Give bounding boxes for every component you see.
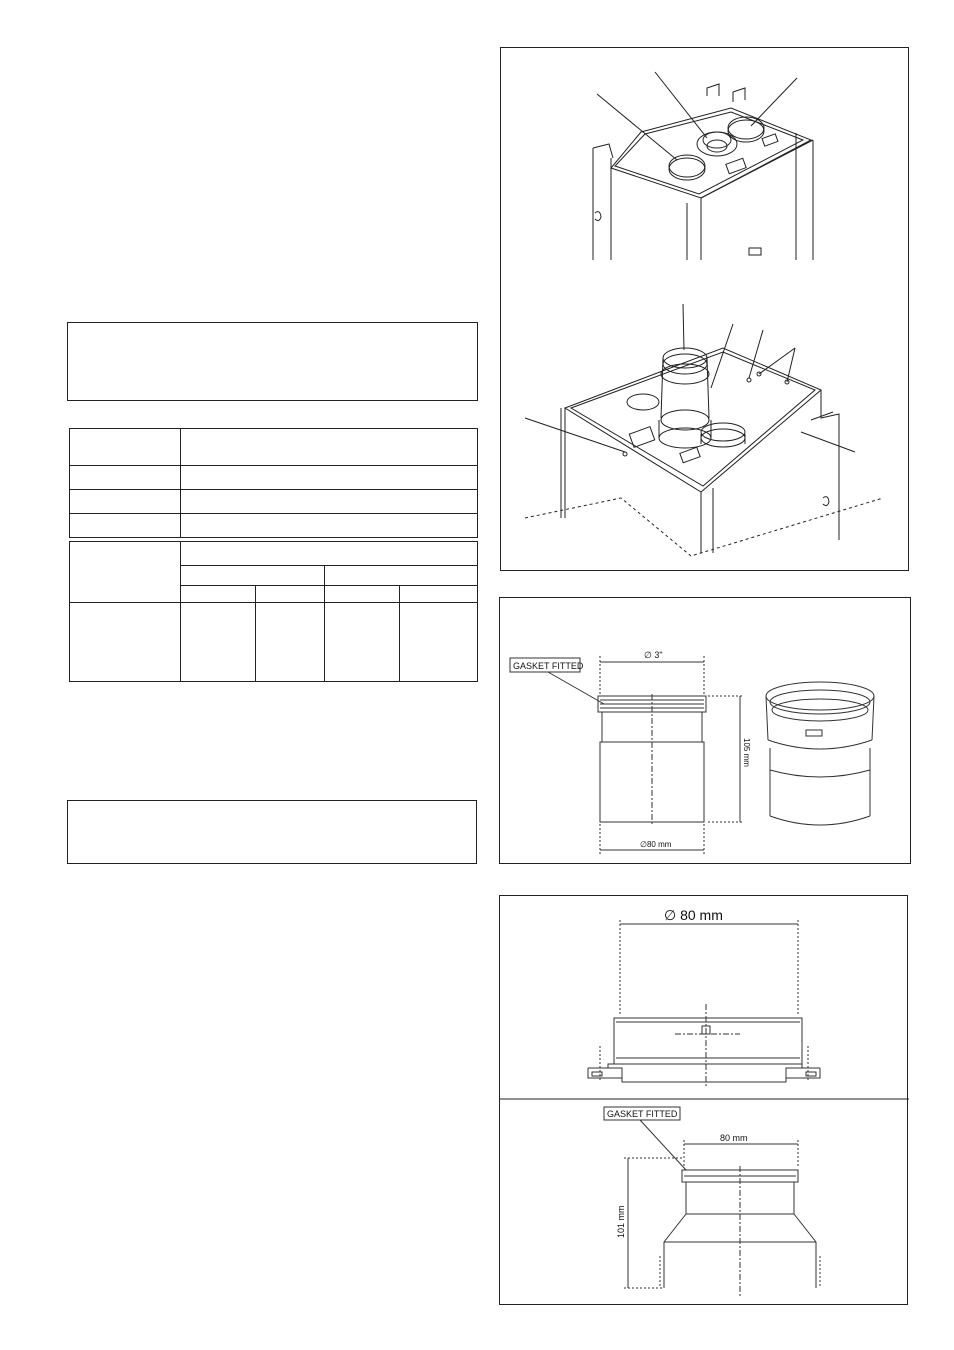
- table-cell: [325, 586, 400, 603]
- table-cell: [70, 466, 181, 490]
- table-cell: [181, 466, 478, 490]
- adaptor-figure: [499, 597, 911, 864]
- flange-dim-top: ∅ 80 mm: [664, 907, 723, 923]
- adaptor-dim-top: ∅ 3": [644, 650, 663, 660]
- table-cell: [256, 586, 325, 603]
- adaptor-drawing: [500, 598, 912, 865]
- table-cell: [181, 490, 478, 514]
- adaptor-dim-side: 105 mm: [742, 738, 751, 767]
- table-cell: [70, 514, 181, 538]
- adaptor-dim-bottom: ∅80 mm: [640, 840, 672, 849]
- table-cell: [325, 603, 400, 682]
- table-cell: [325, 566, 478, 586]
- table-cell: [181, 429, 478, 466]
- boiler-top-drawing: [501, 48, 910, 572]
- reducer-dim-top: 80 mm: [720, 1133, 748, 1143]
- table-cell: [70, 490, 181, 514]
- table-cell: [256, 603, 325, 682]
- table-cell: [70, 603, 181, 682]
- note-box-top: [67, 322, 478, 401]
- spec-table: [69, 428, 478, 682]
- table-cell: [181, 603, 256, 682]
- table-cell: [181, 586, 256, 603]
- boiler-top-figure: [500, 47, 909, 571]
- table-cell: [400, 603, 478, 682]
- adaptor-gasket-label: GASKET FITTED: [513, 661, 584, 671]
- table-cell: [70, 542, 181, 603]
- flange-reducer-drawing: [500, 896, 909, 1306]
- table-cell: [181, 542, 478, 566]
- table-cell: [400, 586, 478, 603]
- reducer-dim-side: 101 mm: [616, 1205, 626, 1238]
- table-cell: [181, 514, 478, 538]
- reducer-gasket-label: GASKET FITTED: [607, 1109, 678, 1119]
- note-box-bottom: [67, 800, 477, 864]
- table-cell: [70, 429, 181, 466]
- flange-reducer-figure: [499, 895, 908, 1305]
- table-cell: [181, 566, 325, 586]
